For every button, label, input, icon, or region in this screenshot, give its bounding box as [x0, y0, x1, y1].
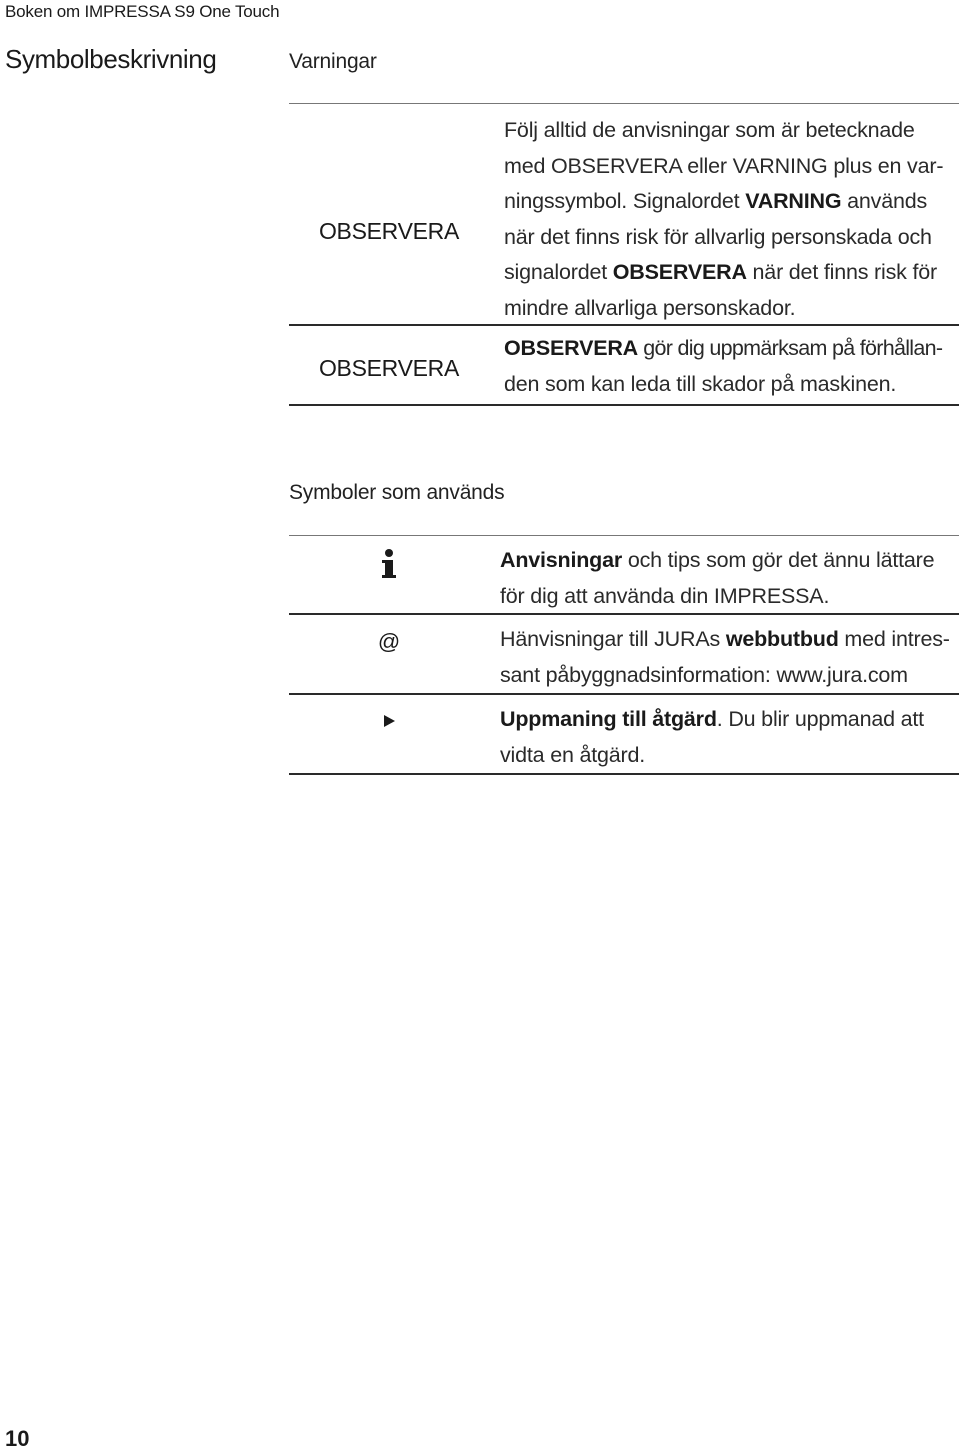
symbol-row [289, 535, 959, 615]
emphasis-text: Uppmaning till åtgärd [500, 707, 717, 731]
warning-description [489, 326, 959, 404]
text-line [500, 543, 959, 579]
symbol-description [489, 695, 959, 773]
emphasis-text: OBSERVERA [504, 336, 639, 360]
body-text: Följ alltid de anvisningar som är betecknade [504, 118, 915, 142]
warnings-heading: Varningar [289, 50, 377, 73]
warning-description [489, 104, 959, 324]
body-text: vidta en åtgärd. [500, 742, 646, 767]
text-line [500, 738, 959, 774]
body-text: när det finns risk för [746, 260, 937, 284]
body-text: gör dig uppmärksam på förhållan- [638, 336, 943, 360]
signal-word-label: OBSERVERA [318, 354, 460, 381]
emphasis-text: VARNING [745, 189, 842, 213]
running-header: Boken om IMPRESSA S9 One Touch [5, 2, 280, 21]
text-line [504, 255, 959, 291]
symbol-description [489, 536, 959, 613]
body-text: signalordet [504, 260, 613, 284]
text-line [504, 367, 959, 403]
text-line [504, 113, 959, 149]
text-line [500, 658, 959, 694]
symbol-description [489, 615, 959, 693]
warnings-row [289, 326, 959, 406]
text-line [500, 622, 959, 658]
body-text: används [841, 189, 928, 213]
warnings-table [289, 103, 959, 406]
body-text: med OBSERVERA eller VARNING plus en var- [504, 153, 944, 178]
text-line [500, 702, 959, 738]
body-text: den som kan leda till skador på maskinen. [504, 371, 897, 396]
body-text: och tips som gör det ännu lättare [622, 548, 935, 572]
symbol-row [289, 615, 959, 695]
info-icon [382, 549, 396, 579]
body-text: ningssymbol. Signalordet [504, 189, 746, 213]
symbol-row [289, 695, 959, 775]
body-text: med intres- [838, 627, 950, 651]
text-line [504, 149, 959, 185]
warnings-row [289, 103, 959, 326]
text-line [504, 291, 959, 327]
body-text: för dig att använda din IMPRESSA. [500, 583, 830, 608]
arrow-right-icon [382, 713, 396, 729]
symbols-table [289, 535, 959, 775]
body-text: Hänvisningar till JURAs [500, 627, 726, 651]
at-icon: @ [377, 629, 401, 654]
emphasis-text: OBSERVERA [612, 260, 747, 284]
text-line [500, 579, 959, 615]
emphasis-text: Anvisningar [500, 548, 623, 572]
body-text: mindre allvarliga personskador. [504, 295, 796, 320]
symbol-cell [289, 695, 489, 773]
page-number: 10 [5, 1426, 30, 1451]
text-line [504, 220, 959, 256]
body-text: när det finns risk för allvarlig personskada och [504, 224, 932, 249]
symbol-cell [289, 536, 489, 613]
body-text: . Du blir uppmanad att [716, 707, 924, 731]
text-line [504, 184, 959, 220]
signal-word-label: OBSERVERA [318, 217, 460, 244]
text-line [504, 331, 959, 367]
symbols-heading: Symboler som används [289, 481, 505, 504]
emphasis-text: webbutbud [725, 627, 839, 651]
page-title: Symbolbeskrivning [5, 44, 217, 74]
body-text: sant påbyggnadsinformation: www.jura.com [500, 662, 908, 687]
